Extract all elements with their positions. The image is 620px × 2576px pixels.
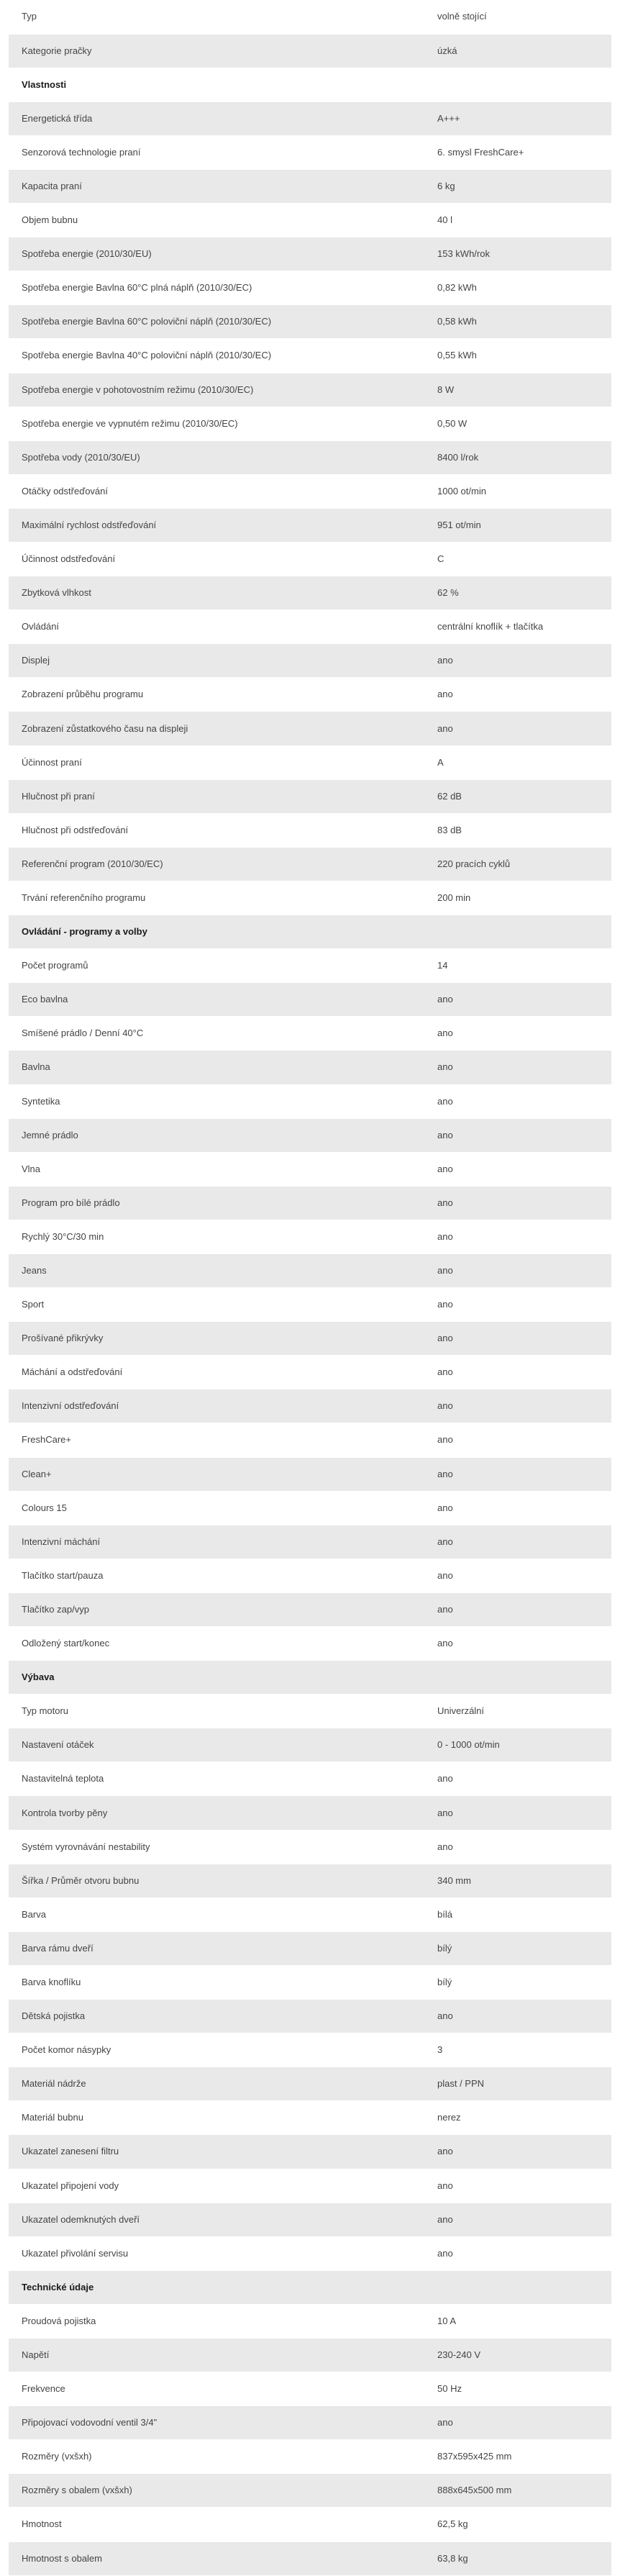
spec-label: Syntetika [9, 1084, 423, 1118]
spec-row [9, 1864, 611, 1897]
spec-row [9, 2000, 611, 2033]
spec-value: 200 min [423, 881, 611, 915]
spec-value: 0 - 1000 ot/min [423, 1728, 611, 1762]
spec-row [9, 949, 611, 983]
spec-label: Frekvence [9, 2372, 423, 2406]
spec-row [9, 543, 611, 576]
spec-value: ano [423, 1118, 611, 1152]
spec-value: 50 Hz [423, 2372, 611, 2406]
spec-value: ano [423, 1220, 611, 1253]
spec-label: Sport [9, 1288, 423, 1322]
spec-value: ano [423, 2236, 611, 2270]
spec-value: ano [423, 1389, 611, 1423]
spec-label: Spotřeba energie v pohotovostním režimu (2010/30/EC) [9, 373, 423, 407]
section-title: Technické údaje [9, 2270, 423, 2304]
spec-label: Jemné prádlo [9, 1118, 423, 1152]
spec-row [9, 610, 611, 644]
spec-row [9, 34, 611, 68]
spec-value: 8 W [423, 373, 611, 407]
spec-row [9, 2440, 611, 2474]
spec-label: Rozměry s obalem (vxšxh) [9, 2474, 423, 2508]
spec-value: bílý [423, 1965, 611, 1999]
spec-row [9, 1253, 611, 1287]
spec-label: Nastavitelná teplota [9, 1762, 423, 1796]
spec-value: C [423, 543, 611, 576]
spec-value: A+++ [423, 101, 611, 135]
spec-value: ano [423, 1830, 611, 1864]
spec-row [9, 712, 611, 745]
spec-value: 6. smysl FreshCare+ [423, 135, 611, 169]
spec-value: bílý [423, 1931, 611, 1965]
spec-value: 1000 ot/min [423, 474, 611, 508]
spec-label: Rychlý 30°C/30 min [9, 1220, 423, 1253]
spec-row [9, 1423, 611, 1457]
spec-row [9, 745, 611, 779]
spec-label: Vlna [9, 1152, 423, 1186]
spec-row [9, 1931, 611, 1965]
spec-row [9, 1796, 611, 1830]
spec-row [9, 2406, 611, 2440]
spec-label: Nastavení otáček [9, 1728, 423, 1762]
spec-value: bílá [423, 1897, 611, 1931]
spec-value: ano [423, 1491, 611, 1525]
spec-row [9, 0, 611, 34]
spec-label: Tlačítko zap/vyp [9, 1592, 423, 1626]
spec-label: Odložený start/konec [9, 1627, 423, 1661]
spec-row [9, 1491, 611, 1525]
spec-row [9, 101, 611, 135]
spec-label: Spotřeba energie Bavlna 40°C poloviční náplň (2010/30/EC) [9, 339, 423, 373]
spec-row [9, 1525, 611, 1559]
spec-row [9, 271, 611, 305]
spec-value: nerez [423, 2101, 611, 2135]
spec-label: Napětí [9, 2338, 423, 2372]
spec-label: Intenzivní máchání [9, 1525, 423, 1559]
spec-label: Barva [9, 1897, 423, 1931]
spec-label: Materiál bubnu [9, 2101, 423, 2135]
spec-value: 951 ot/min [423, 508, 611, 542]
spec-label: Kontrola tvorby pěny [9, 1796, 423, 1830]
spec-row [9, 1152, 611, 1186]
spec-value: 83 dB [423, 813, 611, 847]
spec-row [9, 1017, 611, 1051]
spec-row [9, 407, 611, 440]
spec-row [9, 508, 611, 542]
spec-value: 0,58 kWh [423, 305, 611, 339]
spec-row [9, 1627, 611, 1661]
spec-row [9, 1728, 611, 1762]
spec-value: 0,50 W [423, 407, 611, 440]
spec-row [9, 169, 611, 203]
spec-label: Hlučnost při odstřeďování [9, 813, 423, 847]
spec-label: Barva knoflíku [9, 1965, 423, 1999]
spec-row [9, 373, 611, 407]
spec-label: Šířka / Průměr otvoru bubnu [9, 1864, 423, 1897]
spec-label: Eco bavlna [9, 983, 423, 1017]
spec-value: 3 [423, 2033, 611, 2067]
spec-label: Zbytková vlhkost [9, 576, 423, 610]
spec-value: ano [423, 1084, 611, 1118]
spec-label: Colours 15 [9, 1491, 423, 1525]
spec-value: volně stojící [423, 0, 611, 34]
spec-row [9, 1084, 611, 1118]
spec-value: ano [423, 1627, 611, 1661]
spec-label: Bavlna [9, 1051, 423, 1084]
spec-value: ano [423, 678, 611, 712]
spec-value: ano [423, 1525, 611, 1559]
spec-value: ano [423, 644, 611, 678]
spec-value: centrální knoflík + tlačítka [423, 610, 611, 644]
spec-label: Počet programů [9, 949, 423, 983]
spec-value: 10 A [423, 2304, 611, 2338]
spec-label: Clean+ [9, 1457, 423, 1491]
spec-value: ano [423, 2169, 611, 2203]
spec-label: Barva rámu dveří [9, 1931, 423, 1965]
spec-value: ano [423, 1051, 611, 1084]
spec-label: Máchání a odstřeďování [9, 1356, 423, 1389]
spec-label: Senzorová technologie praní [9, 135, 423, 169]
spec-label: Ukazatel zanesení filtru [9, 2135, 423, 2169]
spec-row [9, 2067, 611, 2101]
spec-row [9, 2338, 611, 2372]
spec-value: 220 pracích cyklů [423, 847, 611, 881]
spec-label: Proudová pojistka [9, 2304, 423, 2338]
spec-row [9, 1592, 611, 1626]
spec-label: Objem bubnu [9, 204, 423, 237]
spec-row [9, 881, 611, 915]
spec-row [9, 2304, 611, 2338]
spec-row [9, 440, 611, 474]
spec-value: ano [423, 712, 611, 745]
spec-value: A [423, 745, 611, 779]
spec-label: Materiál nádrže [9, 2067, 423, 2101]
spec-row [9, 2101, 611, 2135]
spec-value: 63,8 kg [423, 2541, 611, 2575]
spec-label: Trvání referenčního programu [9, 881, 423, 915]
spec-row [9, 983, 611, 1017]
spec-value: ano [423, 1457, 611, 1491]
section-header-row [9, 68, 611, 101]
spec-value: 837x595x425 mm [423, 2440, 611, 2474]
spec-label: Maximální rychlost odstřeďování [9, 508, 423, 542]
spec-value: ano [423, 1559, 611, 1592]
spec-row [9, 474, 611, 508]
spec-row [9, 1288, 611, 1322]
section-spacer [423, 68, 611, 101]
spec-row [9, 1389, 611, 1423]
spec-row [9, 1118, 611, 1152]
section-header-row [9, 1661, 611, 1695]
spec-value: ano [423, 1356, 611, 1389]
spec-row [9, 1762, 611, 1796]
spec-row [9, 2135, 611, 2169]
spec-row [9, 2541, 611, 2575]
spec-row [9, 1965, 611, 1999]
spec-row [9, 1051, 611, 1084]
spec-value: ano [423, 1152, 611, 1186]
spec-row [9, 237, 611, 271]
spec-value: úzká [423, 34, 611, 68]
spec-value: 62,5 kg [423, 2508, 611, 2541]
section-spacer [423, 2270, 611, 2304]
spec-row [9, 1830, 611, 1864]
section-title: Výbava [9, 1661, 423, 1695]
spec-label: Dětská pojistka [9, 2000, 423, 2033]
section-spacer [423, 1661, 611, 1695]
spec-row [9, 2236, 611, 2270]
spec-label: Smíšené prádlo / Denní 40°C [9, 1017, 423, 1051]
spec-label: Jeans [9, 1253, 423, 1287]
spec-value: 230-240 V [423, 2338, 611, 2372]
spec-value: 62 % [423, 576, 611, 610]
spec-label: Prošívané přikrývky [9, 1322, 423, 1356]
spec-row [9, 847, 611, 881]
spec-value: ano [423, 1288, 611, 1322]
spec-value: ano [423, 1186, 611, 1220]
spec-label: Rozměry (vxšxh) [9, 2440, 423, 2474]
spec-row [9, 204, 611, 237]
spec-label: Počet komor násypky [9, 2033, 423, 2067]
specifications-body [9, 0, 611, 2575]
spec-label: Spotřeba energie Bavlna 60°C plná náplň (2010/30/EC) [9, 271, 423, 305]
spec-value: ano [423, 1253, 611, 1287]
spec-value: 14 [423, 949, 611, 983]
spec-label: Displej [9, 644, 423, 678]
spec-label: Připojovací vodovodní ventil 3/4" [9, 2406, 423, 2440]
spec-row [9, 644, 611, 678]
spec-row [9, 1186, 611, 1220]
spec-label: Tlačítko start/pauza [9, 1559, 423, 1592]
spec-label: Intenzivní odstřeďování [9, 1389, 423, 1423]
spec-row [9, 135, 611, 169]
spec-value: ano [423, 983, 611, 1017]
spec-label: Otáčky odstřeďování [9, 474, 423, 508]
spec-label: Spotřeba vody (2010/30/EU) [9, 440, 423, 474]
spec-label: Ukazatel přivolání servisu [9, 2236, 423, 2270]
spec-label: Kategorie pračky [9, 34, 423, 68]
spec-row [9, 1356, 611, 1389]
spec-label: Ukazatel připojení vody [9, 2169, 423, 2203]
spec-label: Ukazatel odemknutých dveří [9, 2203, 423, 2236]
spec-value: 0,82 kWh [423, 271, 611, 305]
spec-value: 6 kg [423, 169, 611, 203]
spec-row [9, 1559, 611, 1592]
spec-row [9, 1695, 611, 1728]
spec-row [9, 678, 611, 712]
section-header-row [9, 915, 611, 949]
spec-row [9, 2372, 611, 2406]
spec-label: Ovládání [9, 610, 423, 644]
spec-label: Program pro bílé prádlo [9, 1186, 423, 1220]
section-title: Vlastnosti [9, 68, 423, 101]
spec-row [9, 305, 611, 339]
spec-value: Univerzální [423, 1695, 611, 1728]
spec-row [9, 1322, 611, 1356]
spec-value: ano [423, 2203, 611, 2236]
spec-value: ano [423, 1592, 611, 1626]
spec-value: 340 mm [423, 1864, 611, 1897]
spec-value: ano [423, 2406, 611, 2440]
spec-label: Systém vyrovnávání nestability [9, 1830, 423, 1864]
spec-value: ano [423, 1322, 611, 1356]
spec-row [9, 2203, 611, 2236]
spec-value: ano [423, 2000, 611, 2033]
section-title: Ovládání - programy a volby [9, 915, 423, 949]
section-header-row [9, 2270, 611, 2304]
spec-row [9, 779, 611, 813]
spec-row [9, 1220, 611, 1253]
spec-label: Energetická třída [9, 101, 423, 135]
spec-row [9, 813, 611, 847]
spec-label: Kapacita praní [9, 169, 423, 203]
spec-value: plast / PPN [423, 2067, 611, 2101]
spec-value: 62 dB [423, 779, 611, 813]
spec-label: Účinnost praní [9, 745, 423, 779]
spec-value: 153 kWh/rok [423, 237, 611, 271]
spec-value: 40 l [423, 204, 611, 237]
spec-value: 8400 l/rok [423, 440, 611, 474]
spec-label: Zobrazení průběhu programu [9, 678, 423, 712]
spec-value: 0,55 kWh [423, 339, 611, 373]
spec-row [9, 2474, 611, 2508]
spec-value: ano [423, 1762, 611, 1796]
spec-label: Hlučnost při praní [9, 779, 423, 813]
spec-value: ano [423, 2135, 611, 2169]
spec-label: Hmotnost s obalem [9, 2541, 423, 2575]
spec-label: Typ [9, 0, 423, 34]
spec-row [9, 576, 611, 610]
spec-label: Zobrazení zůstatkového času na displeji [9, 712, 423, 745]
spec-label: Spotřeba energie Bavlna 60°C poloviční náplň (2010/30/EC) [9, 305, 423, 339]
spec-value: ano [423, 1423, 611, 1457]
spec-value: ano [423, 1796, 611, 1830]
spec-label: Typ motoru [9, 1695, 423, 1728]
spec-value: ano [423, 1017, 611, 1051]
spec-value: 888x645x500 mm [423, 2474, 611, 2508]
specifications-table [9, 0, 611, 2576]
spec-label: Spotřeba energie ve vypnutém režimu (2010/30/EC) [9, 407, 423, 440]
spec-row [9, 1457, 611, 1491]
spec-row [9, 2508, 611, 2541]
spec-label: Hmotnost [9, 2508, 423, 2541]
spec-label: Účinnost odstřeďování [9, 543, 423, 576]
spec-row [9, 2033, 611, 2067]
spec-label: Referenční program (2010/30/EC) [9, 847, 423, 881]
spec-label: Spotřeba energie (2010/30/EU) [9, 237, 423, 271]
spec-row [9, 339, 611, 373]
spec-row [9, 2169, 611, 2203]
spec-row [9, 1897, 611, 1931]
section-spacer [423, 915, 611, 949]
spec-label: FreshCare+ [9, 1423, 423, 1457]
